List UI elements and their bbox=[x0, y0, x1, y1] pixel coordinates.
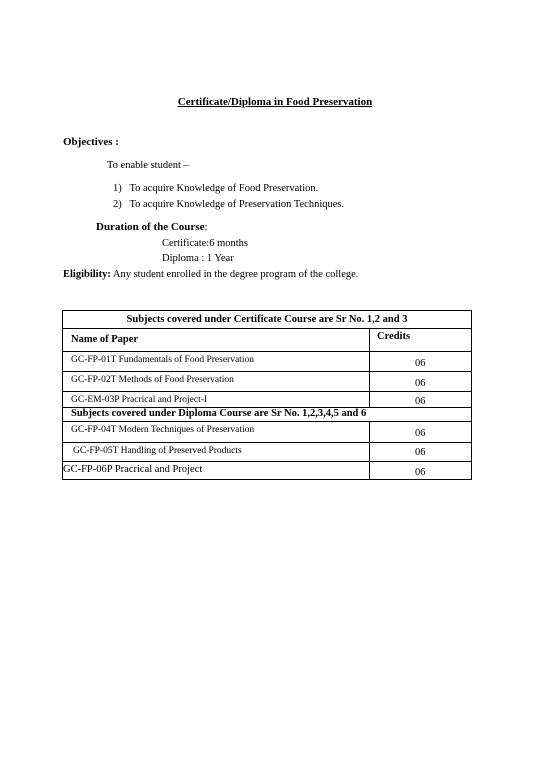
column-divider bbox=[369, 422, 370, 480]
table-row bbox=[63, 392, 471, 408]
objective-item bbox=[113, 181, 344, 197]
duration-diploma: Diploma : 1 Year bbox=[162, 253, 234, 264]
col-credits: Credits bbox=[377, 331, 411, 342]
column-divider bbox=[369, 329, 370, 408]
duration-certificate: Certificate:6 months bbox=[162, 238, 249, 249]
table-row bbox=[63, 422, 471, 443]
paper-name: GC-FP-02T Methods of Food Preservation bbox=[71, 375, 234, 385]
objective-text: To acquire Knowledge of Food Preservation. bbox=[129, 183, 319, 194]
duration-heading-colon: : bbox=[204, 221, 208, 233]
paper-credits: 06 bbox=[415, 378, 426, 389]
objective-number: 2) bbox=[113, 199, 122, 210]
objectives-list bbox=[113, 181, 344, 213]
paper-credits: 06 bbox=[415, 447, 426, 458]
eligibility-text: Any student enrolled in the degree program of the college. bbox=[110, 269, 359, 280]
certificate-heading-row bbox=[63, 311, 471, 329]
column-header-row bbox=[63, 329, 471, 352]
col-name-of-paper: Name of Paper bbox=[71, 334, 139, 345]
paper-name: GC-FP-05T Handling of Preserved Products bbox=[73, 446, 242, 456]
duration-heading-text: Duration of the Course bbox=[96, 221, 205, 233]
paper-name: GC-FP-06P Pracrical and Project bbox=[63, 464, 203, 475]
table-row bbox=[63, 372, 471, 392]
document-title: Certificate/Diploma in Food Preservation bbox=[177, 96, 373, 108]
paper-credits: 06 bbox=[415, 358, 426, 369]
table-row bbox=[63, 462, 471, 480]
paper-name: GC-FP-01T Fundamentals of Food Preservation bbox=[71, 355, 254, 365]
subjects-table bbox=[62, 310, 472, 480]
objectives-intro: To enable student – bbox=[107, 160, 189, 171]
paper-name: GC-FP-04T Modern Techniques of Preservation bbox=[71, 425, 255, 435]
eligibility bbox=[63, 269, 358, 280]
paper-credits: 06 bbox=[415, 428, 426, 439]
objectives-heading: Objectives : bbox=[63, 136, 119, 148]
table-row bbox=[63, 443, 471, 462]
eligibility-label: Eligibility: bbox=[63, 269, 111, 280]
diploma-heading: Subjects covered under Diploma Course are Sr No. 1,2,3,4,5 and 6 bbox=[71, 408, 367, 419]
objective-number: 1) bbox=[113, 183, 122, 194]
certificate-heading: Subjects covered under Certificate Course are Sr No. 1,2 and 3 bbox=[126, 314, 408, 325]
objective-text: To acquire Knowledge of Preservation Techniques. bbox=[129, 199, 345, 210]
paper-credits: 06 bbox=[415, 467, 426, 478]
diploma-heading-row bbox=[63, 408, 471, 422]
paper-credits: 06 bbox=[415, 396, 426, 407]
paper-name: GC-EM-03P Pracrical and Project-I bbox=[71, 395, 208, 405]
objective-item bbox=[113, 197, 344, 213]
table-row bbox=[63, 352, 471, 372]
duration-heading bbox=[96, 221, 208, 233]
